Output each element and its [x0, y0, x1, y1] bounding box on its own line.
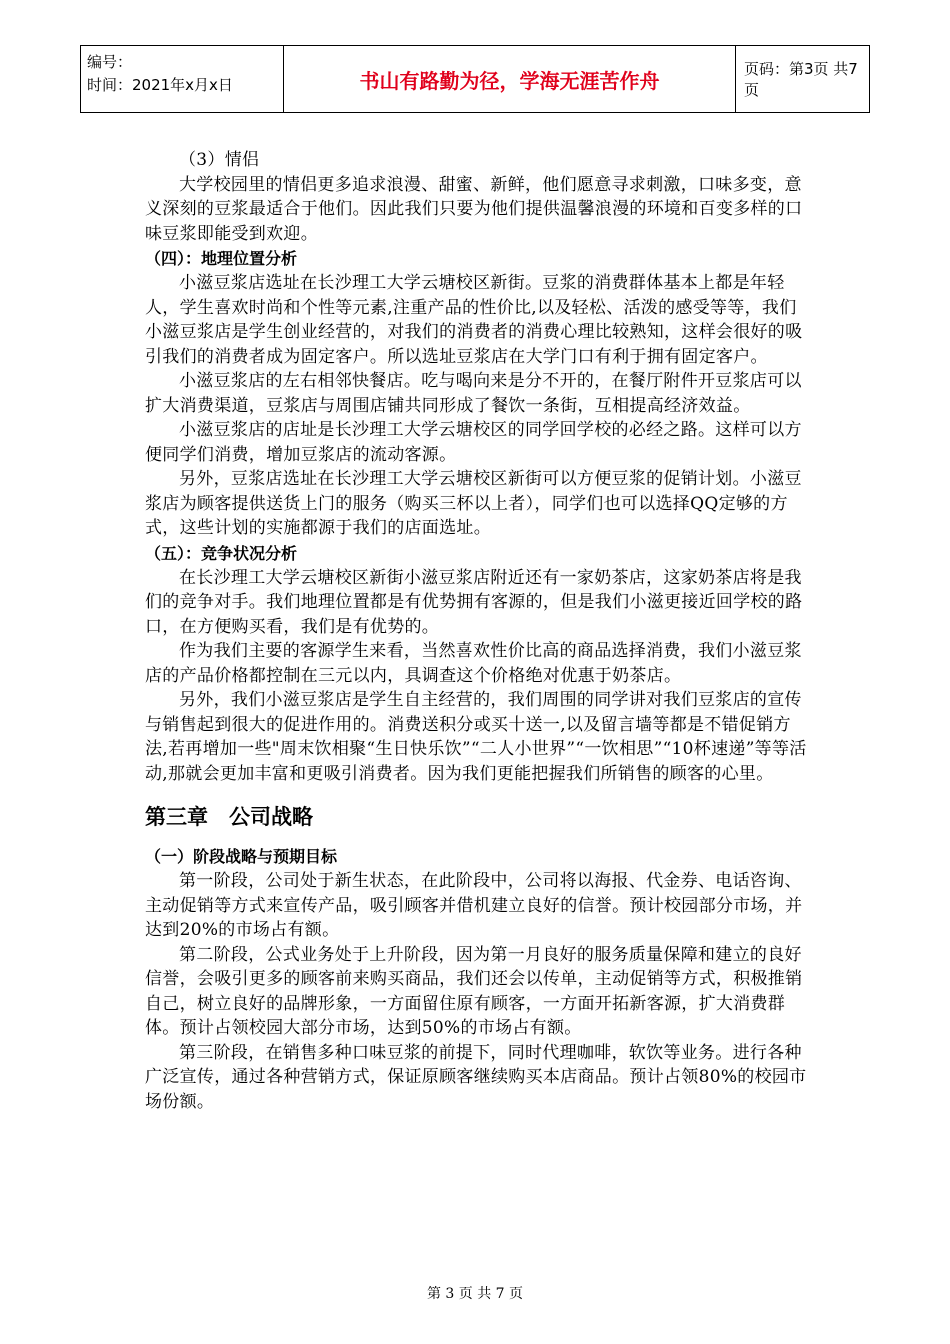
document-body [145, 148, 807, 1114]
paragraph: 第一阶段，公司处于新生状态，在此阶段中，公司将以海报、代金券、电话咨询、主动促销等方式来宣传产品，吸引顾客并借机建立良好的信誉。预计校园部分市场，并达到20%的市场占有额。 [145, 871, 803, 940]
section-heading-strategy: （一）阶段战略与预期目标 [145, 847, 338, 866]
page-header [80, 45, 870, 113]
paragraph: 小滋豆浆店的左右相邻快餐店。吃与喝向来是分不开的，在餐厅附件开豆浆店可以扩大消费渠道，豆浆店与周围店铺共同形成了餐饮一条街，互相提高经济效益。 [145, 371, 802, 416]
paragraph: 大学校园里的情侣更多追求浪漫、甜蜜、新鲜，他们愿意寻求刺激，口味多变，意义深刻的豆浆最适合于他们。因此我们只要为他们提供温馨浪漫的环境和百变多样的口味豆浆即能受到欢迎。 [145, 174, 803, 244]
paragraph: 另外，我们小滋豆浆店是学生自主经营的，我们周围的同学讲对我们豆浆店的宣传与销售起到很大的促进作用的。消费送积分或买十送一,以及留言墙等都是不错促销方法,若再增加一些"周末饮相聚“生日快乐饮”“二人小世界”“一饮相思”“10杯速递”等等活动,那就会更加丰富和更吸引消费者。因为我们更能把握我们所销售的顾客的心里。 [145, 690, 807, 784]
header-page-info: 页码：第3页 共7页 [744, 60, 858, 99]
doc-time-label: 时间：2021年x月x日 [87, 76, 233, 94]
paragraph: 小滋豆浆店选址在长沙理工大学云塘校区新街。豆浆的消费群体基本上都是年轻人，学生喜欢时尚和个性等元素,注重产品的性价比,以及轻松、活泼的感受等等，我们小滋豆浆店是学生创业经营的，对我们的消费者的消费心理比较熟知，这样会很好的吸引我们的消费者成为固定客户。所以选址豆浆店在大学门口有利于拥有固定客户。 [145, 273, 803, 367]
paragraph: 作为我们主要的客源学生来看，当然喜欢性价比高的商品选择消费，我们小滋豆浆店的产品价格都控制在三元以内，具调查这个价格绝对优惠于奶茶店。 [145, 641, 802, 686]
paragraph: 小滋豆浆店的店址是长沙理工大学云塘校区的同学回学校的必经之路。这样可以方便同学们消费，增加豆浆店的流动客源。 [145, 420, 802, 465]
page-footer: 第 3 页 共 7 页 [426, 1286, 524, 1302]
chapter-heading: 第三章 公司战略 [145, 805, 313, 829]
header-motto: 书山有路勤为径，学海无涯苦作舟 [284, 46, 736, 112]
section-heading-location: （四）：地理位置分析 [145, 249, 298, 268]
paragraph: 另外，豆浆店选址在长沙理工大学云塘校区新街可以方便豆浆的促销计划。小滋豆浆店为顾客提供送货上门的服务（购买三杯以上者），同学们也可以选择QQ定够的方式，这些计划的实施都源于我们的店面选址。 [145, 469, 802, 538]
header-meta [81, 46, 284, 112]
doc-number-label: 编号： [87, 53, 133, 71]
paragraph: 第二阶段，公式业务处于上升阶段，因为第一月良好的服务质量保障和建立的良好信誉，会吸引更多的顾客前来购买商品，我们还会以传单，主动促销等方式，积极推销自己，树立良好的品牌形象，一方面留住原有顾客，一方面开拓新客源，扩大消费群体。预计占领校园大部分市场，达到50%的市场占有额。 [145, 944, 803, 1038]
paragraph: 在长沙理工大学云塘校区新街小滋豆浆店附近还有一家奶茶店，这家奶茶店将是我们的竞争对手。我们地理位置都是有优势拥有客源的，但是我们小滋更接近回学校的路口，在方便购买看，我们是有优势的。 [145, 567, 803, 637]
paragraph: 第三阶段，在销售多种口味豆浆的前提下，同时代理咖啡，软饮等业务。进行各种广泛宣传，通过各种营销方式，保证原顾客继续购买本店商品。预计占领80%的校园市场份额。 [145, 1042, 807, 1112]
section-heading-competition: （五）：竞争状况分析 [145, 543, 298, 563]
subsection-couples: （3）情侣 [179, 150, 260, 170]
